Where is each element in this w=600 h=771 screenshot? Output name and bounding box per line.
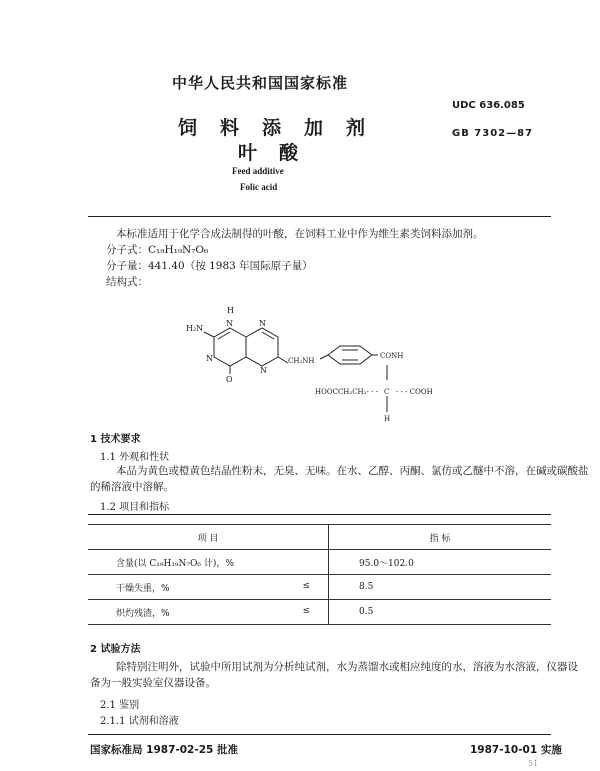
footer-rule <box>88 734 551 735</box>
standard-name-line1: 饲料添加剂 <box>178 117 389 139</box>
table-top-rule <box>88 514 551 515</box>
row-item-text: 炽灼残渣，% <box>116 608 170 619</box>
implementation-date: 1987-10-01 实施 <box>470 744 562 756</box>
english-title-line2: Folic acid <box>240 182 278 192</box>
struct-n1: N <box>226 319 233 328</box>
struct-ch2nh: CH₂NH <box>288 357 315 365</box>
struct-h-bot: H <box>384 415 391 423</box>
row-item-text: 含量(以 C₁₉H₁₉N₇O₆ 计)，% <box>116 558 234 569</box>
row-value: 95.0～102.0 <box>329 550 552 575</box>
table-row <box>88 575 551 600</box>
row-sym: ≤ <box>302 580 310 591</box>
standard-header-title: 中华人民共和国国家标准 <box>172 74 349 92</box>
row-item <box>88 600 329 625</box>
struct-conh: CONH <box>380 352 404 360</box>
section1-1-heading: 1.1 外观和性状 <box>100 452 170 463</box>
struct-h-top: H <box>227 306 234 315</box>
gb-code: GB 7302—87 <box>452 128 534 139</box>
struct-n-right: N <box>259 319 266 328</box>
method-line2: 备为一般实验室仪器设备。 <box>90 677 216 689</box>
header-divider <box>88 216 551 217</box>
page-number: 51 <box>528 759 539 768</box>
struct-hoocch2ch2: HOOCCH₂CH₂- - - <box>315 388 379 396</box>
row-value: 0.5 <box>329 600 552 625</box>
molecular-weight: 分子量：441.40（按 1983 年国际原子量） <box>106 260 313 272</box>
appearance-line2: 的稀溶液中溶解。 <box>90 481 174 493</box>
row-value: 8.5 <box>329 575 552 600</box>
section1-heading: 1 技术要求 <box>90 434 141 445</box>
row-sym: ≤ <box>302 605 310 616</box>
method-line1: 除特别注明外，试验中所用试剂为分析纯试剂，水为蒸馏水或相应纯度的水，溶液为水溶液，仪器设 <box>116 661 578 673</box>
udc-code: UDC 636.085 <box>452 100 525 111</box>
molecular-formula: 分子式：C₁₉H₁₉N₇O₆ <box>106 244 209 256</box>
row-item <box>88 550 329 575</box>
row-item <box>88 575 329 600</box>
row-item-text: 干燥失重，% <box>116 583 170 594</box>
struct-n-left: N <box>206 354 213 363</box>
header-item: 项 目 <box>88 525 329 550</box>
section2-1-heading: 2.1 鉴别 <box>100 700 140 711</box>
table-row <box>88 600 551 625</box>
struct-cooh: - - - COOH <box>396 388 433 396</box>
struct-c: C <box>384 388 390 396</box>
table-row <box>88 550 551 575</box>
scope-paragraph: 本标准适用于化学合成法制得的叶酸，在饲料工业中作为维生素类饲料添加剂。 <box>116 228 484 240</box>
header-value: 指 标 <box>329 525 552 550</box>
struct-n-bot: N <box>260 366 267 375</box>
section2-1-1-heading: 2.1.1 试剂和溶液 <box>100 716 179 727</box>
section2-heading: 2 试验方法 <box>90 644 141 655</box>
english-title-line1: Feed additive <box>232 166 284 176</box>
struct-h2n: H₂N <box>186 324 204 333</box>
struct-o: O <box>226 375 233 384</box>
standard-name-line2: 叶酸 <box>238 142 321 164</box>
approval-date: 国家标准局 1987-02-25 批准 <box>90 744 238 756</box>
benzene-ring <box>328 346 390 412</box>
structure-label: 结构式： <box>106 276 148 288</box>
spec-table <box>88 524 551 625</box>
structural-formula <box>180 300 470 430</box>
appearance-line1: 本品为黄色或橙黄色结晶性粉末，无臭、无味。在水、乙醇、丙酮、氯仿或乙醚中不溶，在碱或碳酸盐 <box>116 465 589 477</box>
section1-2-heading: 1.2 项目和指标 <box>100 502 170 513</box>
spec-table-header <box>88 525 551 550</box>
